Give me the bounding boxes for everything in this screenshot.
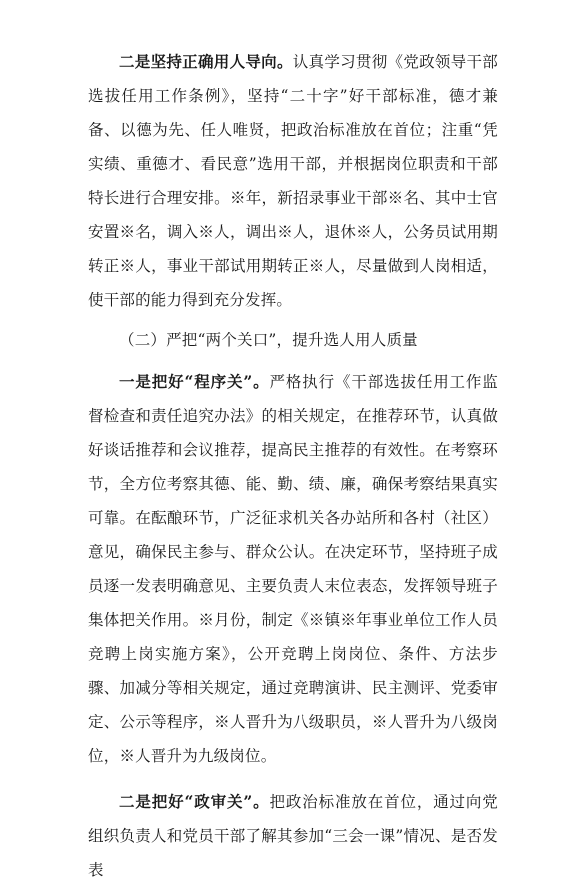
paragraph-lead: 二是把好“政审关”。 bbox=[119, 792, 270, 811]
paragraph-talent-orientation bbox=[88, 45, 498, 317]
paragraph-procedure-check bbox=[88, 365, 498, 773]
paragraph-text: 认真学习贯彻《党政领导干部选拔任用工作条例》，坚持“二十字”好干部标准，德才兼备、以德为先、任人唯贤，把政治标准放在首位；注重“凭实绩、重德才、看民意”选用干部，并根据岗位职责和干部特长进行合理安排。※年，新招录事业干部※名、其中士官安置※名，调入※人，调出※人，退休※人，公务员试用期转正※人，事业干部试用期转正※人，尽量做到人岗相适，使干部的能力得到充分发挥。 bbox=[88, 53, 498, 309]
section-heading-text: （二）严把“两个关口”，提升选人用人质量 bbox=[119, 331, 418, 349]
paragraph-lead: 一是把好“程序关”。 bbox=[119, 372, 270, 391]
section-heading bbox=[88, 323, 498, 357]
paragraph-political-check bbox=[88, 785, 498, 887]
paragraph-text: 把政治标准放在首位，通过向党组织负责人和党员干部了解其参加“三会一课”情况、是否发表 bbox=[88, 793, 498, 879]
paragraph-text: 严格执行《干部选拔任用工作监督检查和责任追究办法》的相关规定，在推荐环节，认真做好谈话推荐和会议推荐，提高民主推荐的有效性。在考察环节，全方位考察其德、能、勤、绩、廉，确保考察结果真实可靠。在酝酿环节，广泛征求机关各办站所和各村（社区）意见，确保民主参与、群众公认。在决定环节，坚持班子成员逐一发表明确意见、主要负责人末位表态，发挥领导班子集体把关作用。※月份，制定《※镇※年事业单位工作人员竞聘上岗实施方案》，公开竞聘上岗岗位、条件、方法步骤、加减分等相关规定，通过竞聘演讲、民主测评、党委审定、公示等程序，※人晋升为八级职员，※人晋升为八级岗位，※人晋升为九级岗位。 bbox=[88, 373, 498, 765]
paragraph-lead: 二是坚持正确用人导向。 bbox=[119, 52, 293, 71]
document-body bbox=[88, 45, 498, 887]
